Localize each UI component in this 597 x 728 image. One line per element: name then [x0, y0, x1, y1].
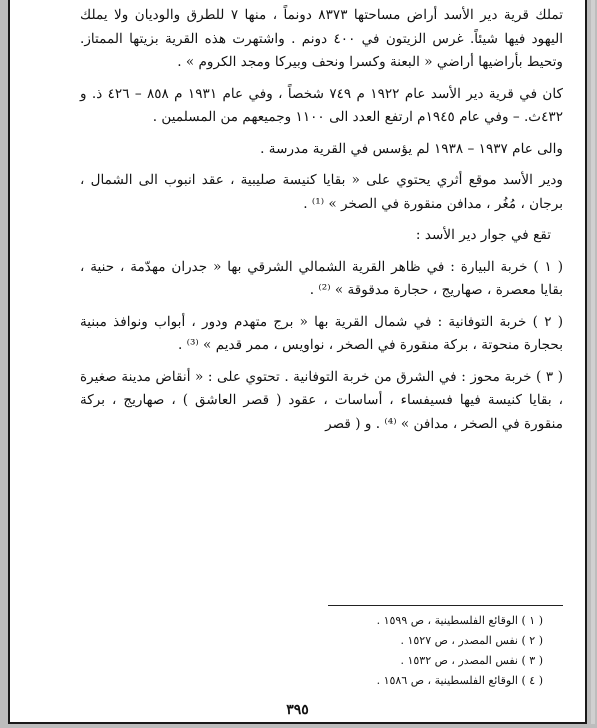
footnote-item: ( ٣ ) نفس المصدر ، ص ١٥٣٢ . — [400, 654, 543, 667]
paragraph-population: كان في قرية دير الأسد عام ١٩٢٢ م ٧٤٩ شخصاً ، وفي عام ١٩٣١ م ٨٥٨ – ٤٢٦ ذ. و ٤٣٢ث. – وفي عام ١٩٤٥م ارتفع العدد الى ١١٠٠ وجميعهم من المسلمين . — [80, 85, 563, 125]
footnotes — [323, 611, 543, 691]
paragraph-neighbors-intro: تقع في جوار دير الأسد : — [415, 227, 551, 243]
paragraph-archaeology: ودير الأسد موقع أثري يحتوي على « بقايا كنيسة صليبية ، عقد انبوب الى الشمال ، برجان ، مُغُر ، مدافن منقورة في الصخر » ⁽¹⁾ . — [80, 172, 563, 212]
paragraph-school: والى عام ١٩٣٧ – ١٩٣٨ لم يؤسس في القرية مدرسة . — [260, 140, 563, 157]
page-body — [80, 4, 563, 444]
footnote-divider — [328, 605, 563, 606]
footnote-item: ( ١ ) الوقائع الفلسطينية ، ص ١٥٩٩ . — [376, 614, 543, 627]
paragraph-khirbet-3: ( ٣ ) خربة محوز : في الشرق من خربة التوفانية . تحتوي على : « أنقاض مدينة صغيرة ، بقايا كنيسة فيها فسيفساء ، أساسات ، عقود ( قصر العاشق ) ، صهاريج ، بركة منقورة في الصخر ، مدافن » ⁽⁴⁾ . و ( قصر — [80, 368, 563, 432]
viewer-scrollbar-edge[interactable] — [591, 0, 595, 724]
page-number: ٣٩٥ — [286, 702, 309, 718]
paragraph-land: تملك قرية دير الأسد أراض مساحتها ٨٣٧٣ دونماً ، منها ٧ للطرق والوديان ولا يملك اليهود فيها شيئاً. غرس الزيتون في ٤٠٠ دونم . واشتهرت هذه القرية بزيتها الممتاز. وتحيط بأراضيها أراضي « البعنة وكسرا ونحف وبيركا ومجد الكروم » . — [80, 7, 563, 70]
paragraph-khirbet-1: ( ١ ) خربة البيارة : في ظاهر القرية الشمالي الشرقي بها « جدران مهدّمة ، حنية ، بقايا معصرة ، صهاريج ، حجارة مدقوقة » ⁽²⁾ . — [80, 258, 564, 298]
book-page — [8, 0, 587, 724]
footnote-item: ( ٤ ) الوقائع الفلسطينية ، ص ١٥٨٦ . — [376, 674, 543, 687]
footnote-item: ( ٢ ) نفس المصدر ، ص ١٥٢٧ . — [400, 634, 543, 647]
paragraph-khirbet-2: ( ٢ ) خربة التوفانية : في شمال القرية بها « برج متهدم ودور ، أبواب ونوافذ مبنية بحجارة منحوتة ، بركة منقورة في الصخر ، نواويس ، ممر قديم » ⁽³⁾ . — [80, 313, 564, 353]
